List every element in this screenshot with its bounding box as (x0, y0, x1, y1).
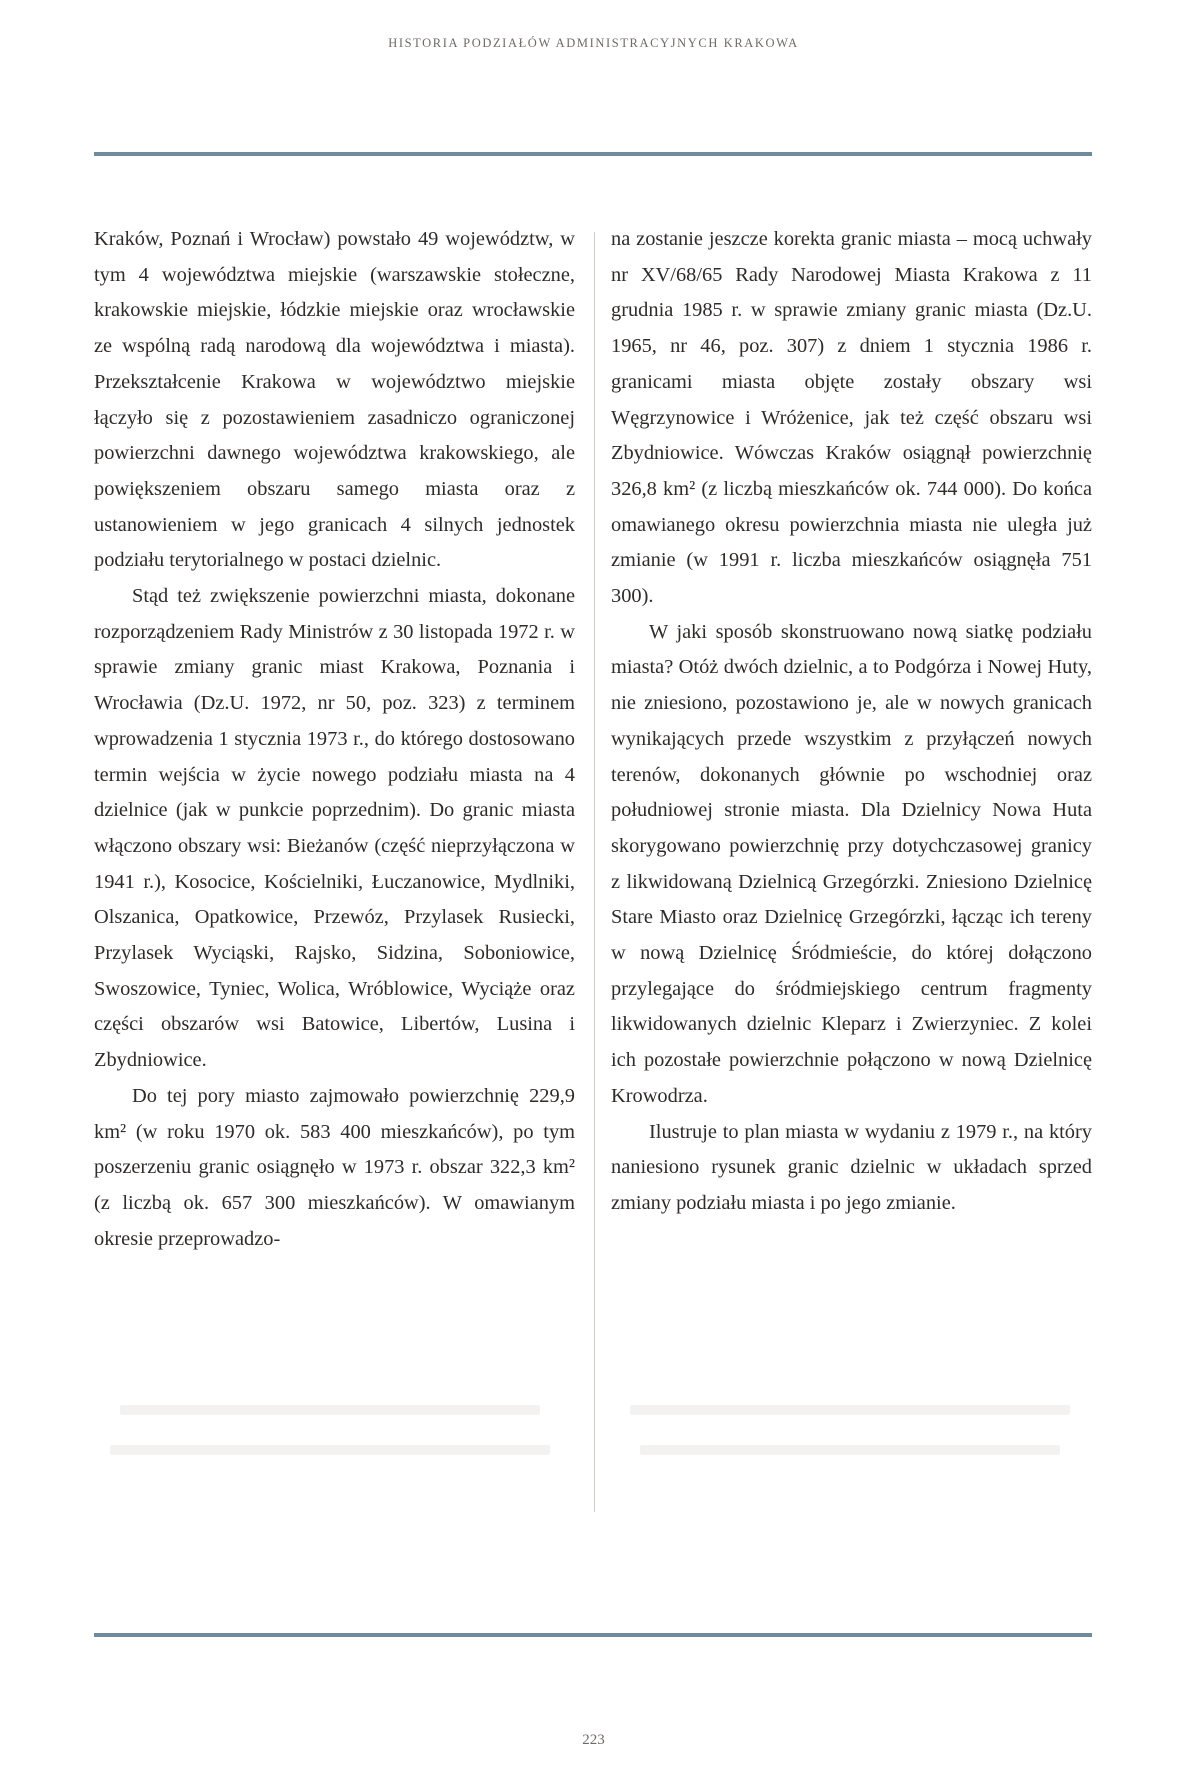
show-through (120, 1405, 540, 1415)
paragraph: Kraków, Poznań i Wrocław) powstało 49 województw, w tym 4 województwa miejskie (warszawskie stołeczne, krakowskie miejskie, łódzkie miejskie oraz wrocławskie ze wspólną radą narodową dla województwa i miasta). Przekształcenie Krakowa w województwo miejskie łączyło się z pozostawieniem zasadniczo ograniczonej powierzchni dawnego województwa krakowskiego, ale powiększeniem obszaru samego miasta oraz z ustanowieniem w jego granicach 4 silnych jednostek podziału terytorialnego w postaci dzielnic. (94, 228, 575, 572)
show-through (640, 1445, 1060, 1455)
page-number: 223 (582, 1732, 605, 1748)
column-divider (594, 232, 595, 1512)
show-through (630, 1405, 1070, 1415)
paragraph: Do tej pory miasto zajmowało powierzchnię 229,9 km² (w roku 1970 ok. 583 400 mieszkańców), po tym poszerzeniu granic osiągnęło w 1973 r. obszar 322,3 km² (z liczbą ok. 657 300 mieszkańców). W omawianym okresie przeprowadzo- (94, 1084, 575, 1250)
show-through (110, 1445, 550, 1455)
right-column (611, 222, 1092, 1222)
top-rule (94, 152, 1092, 156)
paragraph: Ilustruje to plan miasta w wydaniu z 1979 r., na który naniesiono rysunek granic dzielnic w układach sprzed zmiany podziału miasta i po jego zmianie. (611, 1120, 1092, 1214)
left-column (94, 222, 575, 1257)
running-head: HISTORIA PODZIAŁÓW ADMINISTRACYJNYCH KRAKOWA (388, 36, 799, 50)
bottom-rule (94, 1633, 1092, 1637)
paragraph: na zostanie jeszcze korekta granic miasta – mocą uchwały nr XV/68/65 Rady Narodowej Miasta Krakowa z 11 grudnia 1985 r. w sprawie zmiany granic miasta (Dz.U. 1965, nr 46, poz. 307) z dniem 1 stycznia 1986 r. granicami miasta objęte zostały obszary wsi Węgrzynowice i Wróżenice, jak też część obszaru wsi Zbydniowice. Wówczas Kraków osiągnął powierzchnię 326,8 km² (z liczbą mieszkańców ok. 744 000). Do końca omawianego okresu powierzchnia miasta nie uległa już zmianie (w 1991 r. liczba mieszkańców osiągnęła 751 300). (611, 228, 1092, 608)
paragraph: Stąd też zwiększenie powierzchni miasta, dokonane rozporządzeniem Rady Ministrów z 30 listopada 1972 r. w sprawie zmiany granic miast Krakowa, Poznania i Wrocławia (Dz.U. 1972, nr 50, poz. 323) z terminem wprowadzenia 1 stycznia 1973 r., do którego dostosowano termin wejścia w życie nowego podziału miasta na 4 dzielnice (jak w punkcie poprzednim). Do granic miasta włączono obszary wsi: Bieżanów (część nieprzyłączona w 1941 r.), Kosocice, Kościelniki, Łuczanowice, Mydlniki, Olszanica, Opatkowice, Przewóz, Przylasek Rusiecki, Przylasek Wyciąski, Rajsko, Sidzina, Soboniowice, Swoszowice, Tyniec, Wolica, Wróblowice, Wyciąże oraz części obszarów wsi Batowice, Libertów, Lusina i Zbydniowice. (94, 585, 575, 1072)
paragraph: W jaki sposób skonstruowano nową siatkę podziału miasta? Otóż dwóch dzielnic, a to Podgórza i Nowej Huty, nie zniesiono, pozostawiono je, ale w nowych granicach wynikających przede wszystkim z przyłączeń nowych terenów, dokonanych głównie po wschodniej oraz południowej stronie miasta. Dla Dzielnicy Nowa Huta skorygowano powierzchnię przy dotychczasowej granicy z likwidowaną Dzielnicą Grzegórzki. Zniesiono Dzielnicę Stare Miasto oraz Dzielnicę Grzegórzki, łącząc ich tereny w nową Dzielnicę Śródmieście, do której dołączono przylegające do śródmiejskiego centrum fragmenty likwidowanych dzielnic Kleparz i Zwierzyniec. Z kolei ich pozostałe powierzchnie połączono w nową Dzielnicę Krowodrza. (611, 620, 1092, 1107)
